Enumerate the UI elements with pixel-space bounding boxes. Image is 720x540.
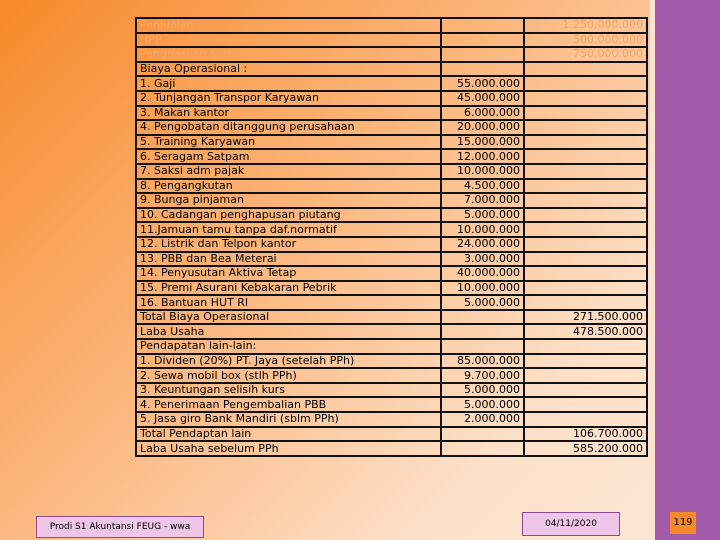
- row-label: 8. Pengangkutan: [136, 179, 441, 194]
- row-total: [524, 383, 647, 398]
- row-label: 4. Penerimaan Pengembalian PBB: [136, 397, 441, 412]
- table-row: [136, 47, 647, 62]
- row-label: 16. Bantuan HUT RI: [136, 295, 441, 310]
- row-label: 2. Tunjangan Transpor Karyawan: [136, 91, 441, 106]
- row-amount: 12.000.000: [441, 149, 524, 164]
- row-amount: 5.000.000: [441, 295, 524, 310]
- row-amount: 5.000.000: [441, 397, 524, 412]
- row-amount: 2.000.000: [441, 412, 524, 427]
- table-row: [136, 193, 647, 208]
- row-label: 14. Penyusutan Aktiva Tetap: [136, 266, 441, 281]
- row-total: [524, 76, 647, 91]
- row-amount: 3.000.000: [441, 252, 524, 267]
- row-label: 3. Makan kantor: [136, 106, 441, 121]
- table-row: [136, 120, 647, 135]
- row-total: [524, 149, 647, 164]
- page-number: 119: [670, 512, 696, 534]
- table-row: [136, 237, 647, 252]
- table-row: [136, 427, 647, 442]
- row-amount: [441, 18, 524, 33]
- row-label: 4. Pengobatan ditanggung perusahaan: [136, 120, 441, 135]
- row-total: [524, 135, 647, 150]
- row-label: 1. Gaji: [136, 76, 441, 91]
- row-total: [524, 354, 647, 369]
- row-total: 585.200.000: [524, 441, 647, 456]
- row-amount: 40.000.000: [441, 266, 524, 281]
- row-amount: 85.000.000: [441, 354, 524, 369]
- row-amount: 6.000.000: [441, 106, 524, 121]
- row-total: [524, 252, 647, 267]
- row-amount: 5.000.000: [441, 383, 524, 398]
- row-total: [524, 120, 647, 135]
- table-row: [136, 208, 647, 223]
- row-total: [524, 62, 647, 77]
- row-total: [524, 412, 647, 427]
- row-total: [524, 106, 647, 121]
- row-amount: 7.000.000: [441, 193, 524, 208]
- row-total: [524, 222, 647, 237]
- row-amount: 9.700.000: [441, 368, 524, 383]
- row-total: [524, 208, 647, 223]
- table-row: [136, 368, 647, 383]
- row-total: [524, 266, 647, 281]
- row-amount: [441, 339, 524, 354]
- row-amount: [441, 324, 524, 339]
- table-row: [136, 397, 647, 412]
- row-label: 12. Listrik dan Telpon kantor: [136, 237, 441, 252]
- table-row: [136, 339, 647, 354]
- row-label: 3. Keuntungan selisih kurs: [136, 383, 441, 398]
- row-total: [524, 368, 647, 383]
- row-label: 10. Cadangan penghapusan piutang: [136, 208, 441, 223]
- row-amount: [441, 47, 524, 62]
- row-label: Pendapatan lain-lain:: [136, 339, 441, 354]
- row-amount: 10.000.000: [441, 281, 524, 296]
- row-amount: [441, 427, 524, 442]
- row-label: Laba Usaha: [136, 324, 441, 339]
- row-amount: [441, 441, 524, 456]
- table-row: [136, 281, 647, 296]
- row-label: 15. Premi Asurani Kebakaran Pebrik: [136, 281, 441, 296]
- row-label: 7. Saksi adm pajak: [136, 164, 441, 179]
- table-row: [136, 18, 647, 33]
- row-label: 1. Dividen (20%) PT. Jaya (setelah PPh): [136, 354, 441, 369]
- table-row: [136, 324, 647, 339]
- row-amount: 24.000.000: [441, 237, 524, 252]
- table-row: [136, 441, 647, 456]
- row-total: [524, 397, 647, 412]
- row-amount: 10.000.000: [441, 164, 524, 179]
- row-label: Penghasilan Kotor: [136, 47, 441, 62]
- row-label: 5. Training Karyawan: [136, 135, 441, 150]
- table-row: [136, 91, 647, 106]
- row-total: 1.250.000.000: [524, 18, 647, 33]
- table-row: [136, 149, 647, 164]
- table-row: [136, 222, 647, 237]
- row-total: [524, 193, 647, 208]
- row-label: 9. Bunga pinjaman: [136, 193, 441, 208]
- table-row: [136, 310, 647, 325]
- row-amount: 45.000.000: [441, 91, 524, 106]
- row-total: 500.000.000: [524, 33, 647, 48]
- table-row: [136, 179, 647, 194]
- footer-label: Prodi S1 Akuntansi FEUG - wwa: [36, 516, 204, 538]
- row-total: 271.500.000: [524, 310, 647, 325]
- row-label: 6. Seragam Satpam: [136, 149, 441, 164]
- row-label: 5. Jasa giro Bank Mandiri (sblm PPh): [136, 412, 441, 427]
- row-total: [524, 91, 647, 106]
- row-amount: 10.000.000: [441, 222, 524, 237]
- row-total: 750.000.000: [524, 47, 647, 62]
- row-label: Biaya Operasional :: [136, 62, 441, 77]
- table-row: [136, 135, 647, 150]
- row-amount: 5.000.000: [441, 208, 524, 223]
- row-amount: [441, 62, 524, 77]
- row-amount: [441, 310, 524, 325]
- row-amount: 15.000.000: [441, 135, 524, 150]
- row-label: Total Pendaptan lain: [136, 427, 441, 442]
- table-row: [136, 33, 647, 48]
- row-label: 11.Jamuan tamu tanpa daf.normatif: [136, 222, 441, 237]
- row-total: [524, 179, 647, 194]
- income-statement-table: [135, 17, 648, 457]
- row-total: [524, 237, 647, 252]
- row-label: Total Biaya Operasional: [136, 310, 441, 325]
- row-amount: 4.500.000: [441, 179, 524, 194]
- table-row: [136, 106, 647, 121]
- table-row: [136, 354, 647, 369]
- table-row: [136, 252, 647, 267]
- row-label: Penjualan: [136, 18, 441, 33]
- row-label: HPP: [136, 33, 441, 48]
- side-band: [655, 0, 720, 540]
- table-row: [136, 266, 647, 281]
- table-row: [136, 412, 647, 427]
- table-row: [136, 76, 647, 91]
- row-amount: [441, 33, 524, 48]
- row-amount: 20.000.000: [441, 120, 524, 135]
- row-total: 106.700.000: [524, 427, 647, 442]
- row-total: 478.500.000: [524, 324, 647, 339]
- table-row: [136, 295, 647, 310]
- footer-date: 04/11/2020: [522, 512, 620, 536]
- row-amount: 55.000.000: [441, 76, 524, 91]
- row-label: 2. Sewa mobil box (stlh PPh): [136, 368, 441, 383]
- row-label: Laba Usaha sebelum PPh: [136, 441, 441, 456]
- row-total: [524, 281, 647, 296]
- table-row: [136, 164, 647, 179]
- row-total: [524, 339, 647, 354]
- row-label: 13. PBB dan Bea Meterai: [136, 252, 441, 267]
- row-total: [524, 164, 647, 179]
- table-row: [136, 383, 647, 398]
- table-row: [136, 62, 647, 77]
- row-total: [524, 295, 647, 310]
